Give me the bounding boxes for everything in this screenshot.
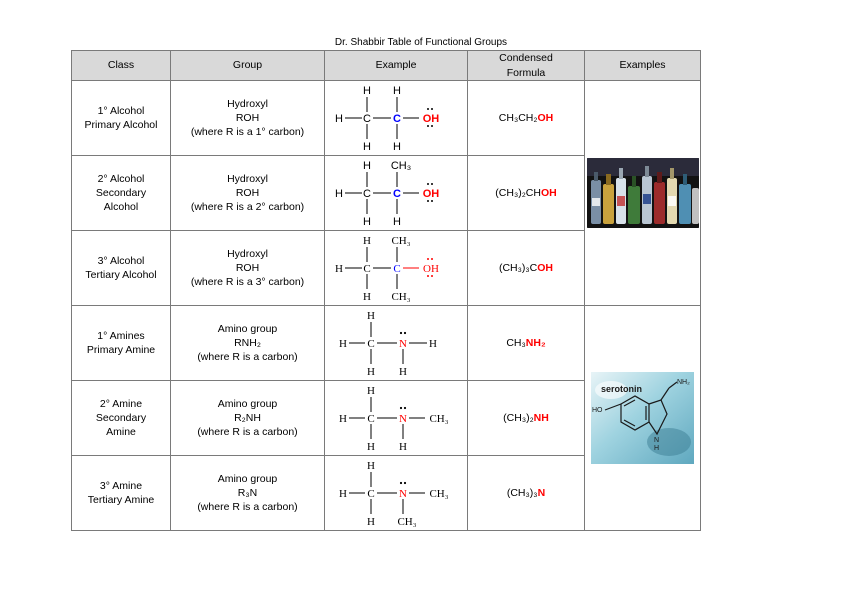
class-line: 1° Alcohol: [97, 104, 145, 117]
trimethylamine-structure: [331, 458, 461, 528]
atom-h: H: [363, 160, 371, 172]
formula-highlight: OH: [540, 186, 557, 199]
atom-oh: OH: [423, 263, 439, 275]
group-formula: R₂NH: [234, 411, 261, 424]
group-formula: ROH: [235, 186, 260, 199]
group-cell: [171, 156, 325, 231]
formula-plain: (CH₃)₂: [503, 411, 534, 424]
group-note: (where R is a carbon): [197, 351, 298, 364]
formula-plain: CH₃CH₂: [498, 111, 538, 124]
class-line: Tertiary Alcohol: [85, 269, 157, 281]
atom-h: H: [393, 85, 401, 97]
atom-c: C: [367, 413, 375, 425]
group-note: (where R is a carbon): [197, 501, 298, 514]
atom-h: H: [335, 188, 343, 200]
atom-h: H: [367, 310, 375, 322]
class-line: 3° Alcohol: [97, 254, 145, 267]
methylamine-structure: [331, 308, 461, 378]
atom-h: H: [367, 516, 375, 528]
atom-h: H: [363, 216, 371, 228]
group-name: Hydroxyl: [227, 172, 268, 185]
class-line: 1° Amines: [97, 329, 145, 342]
atom-h: H: [393, 216, 401, 228]
group-cell: [171, 381, 325, 456]
class-cell: [72, 231, 171, 306]
formula-highlight: OH: [537, 261, 554, 274]
atom-h: H: [367, 385, 375, 397]
serotonin-ho: HO: [592, 407, 603, 414]
isopropanol-structure: [331, 158, 461, 228]
class-line: 2° Amine: [99, 397, 143, 410]
table-row: [72, 306, 701, 381]
atom-h: H: [399, 366, 407, 378]
group-name: Hydroxyl: [227, 247, 268, 260]
group-cell: [171, 231, 325, 306]
formula-plain: (CH₃)₂CH: [495, 186, 541, 199]
atom-ch3: CH₃: [390, 160, 412, 172]
atom-n: N: [399, 488, 407, 500]
condensed-formula-cell: [468, 231, 585, 306]
header-class: Class: [72, 51, 171, 81]
class-cell: [72, 81, 171, 156]
formula-highlight: OH: [537, 111, 554, 124]
atom-ch3: CH₃: [397, 516, 417, 528]
group-note: (where R is a 2° carbon): [190, 201, 305, 214]
condensed-formula-cell: [468, 306, 585, 381]
class-line: Secondary: [95, 186, 147, 199]
atom-h: H: [367, 460, 375, 472]
atom-h: H: [339, 338, 347, 350]
atom-c-alpha: C: [393, 188, 401, 200]
class-line: Alcohol: [103, 201, 139, 214]
group-formula: ROH: [235, 261, 260, 274]
liquor-bottles-image: [587, 158, 699, 228]
atom-h: H: [429, 338, 437, 350]
formula-highlight: N: [537, 486, 546, 499]
bottles-illustration: [587, 158, 699, 228]
header-row: [72, 51, 701, 81]
formula-plain: (CH₃)₃: [506, 486, 538, 499]
condensed-formula-cell: [468, 381, 585, 456]
group-formula: RNH₂: [234, 336, 261, 349]
atom-h: H: [335, 113, 343, 125]
atom-h: H: [339, 413, 347, 425]
group-name: Amino group: [217, 322, 278, 335]
header-condensed-formula: [468, 51, 585, 81]
class-cell: [72, 456, 171, 531]
class-line: Primary Amine: [86, 344, 156, 356]
atom-oh: OH: [422, 188, 440, 200]
class-line: Amine: [106, 426, 136, 439]
group-formula: ROH: [235, 111, 260, 124]
atom-h: H: [367, 441, 375, 453]
atom-h: H: [393, 141, 401, 153]
serotonin-nh2: NH₂: [677, 379, 690, 386]
atom-c-alpha: C: [393, 263, 401, 275]
group-formula: R₃N: [237, 486, 258, 499]
tert-butanol-structure: [331, 233, 461, 303]
group-name: Amino group: [217, 397, 278, 410]
atom-n: N: [399, 413, 407, 425]
class-line: 3° Amine: [99, 479, 143, 492]
atom-c: C: [363, 263, 371, 275]
serotonin-h: H: [654, 445, 660, 452]
formula-highlight: NH: [533, 411, 549, 424]
condensed-formula-cell: [468, 456, 585, 531]
atom-oh: OH: [422, 113, 440, 125]
atom-ch3: CH₃: [429, 488, 449, 500]
atom-h: H: [335, 263, 343, 275]
example-cell: [325, 81, 468, 156]
group-cell: [171, 81, 325, 156]
class-cell: [72, 306, 171, 381]
atom-ch3: CH₃: [429, 413, 449, 425]
group-cell: [171, 456, 325, 531]
formula-highlight: NH₂: [525, 336, 546, 349]
amine-examples-cell: [585, 306, 701, 531]
serotonin-n: N: [654, 437, 660, 444]
serotonin-label: serotonin: [601, 384, 643, 394]
example-cell: [325, 456, 468, 531]
atom-c: C: [363, 188, 371, 200]
group-cell: [171, 306, 325, 381]
condensed-formula-cell: [468, 156, 585, 231]
header-examples: Examples: [585, 51, 701, 81]
atom-h: H: [363, 291, 371, 303]
atom-h: H: [363, 235, 371, 247]
group-note: (where R is a 3° carbon): [190, 276, 305, 289]
alcohol-examples-cell: [585, 81, 701, 306]
class-cell: [72, 156, 171, 231]
atom-h: H: [363, 141, 371, 153]
serotonin-illustration: [591, 372, 694, 464]
class-line: Primary Alcohol: [84, 119, 158, 131]
table-row: [72, 81, 701, 156]
group-note: (where R is a carbon): [197, 426, 298, 439]
atom-ch3: CH₃: [391, 291, 411, 303]
ethanol-structure: [331, 83, 461, 153]
serotonin-image: [591, 372, 694, 464]
header-condensed-line2: Formula: [506, 66, 546, 79]
atom-c-alpha: C: [393, 113, 401, 125]
table-caption: Dr. Shabbir Table of Functional Groups: [334, 37, 508, 48]
example-cell: [325, 156, 468, 231]
header-group: Group: [171, 51, 325, 81]
example-cell: [325, 381, 468, 456]
header-condensed-line1: Condensed: [499, 52, 553, 65]
atom-n: N: [399, 338, 407, 350]
atom-h: H: [339, 488, 347, 500]
atom-c: C: [367, 488, 375, 500]
class-line: Secondary: [95, 411, 147, 424]
class-cell: [72, 381, 171, 456]
example-cell: [325, 231, 468, 306]
dimethylamine-structure: [331, 383, 461, 453]
formula-plain: (CH₃)₃C: [498, 261, 538, 274]
atom-c: C: [367, 338, 375, 350]
condensed-formula-cell: [468, 81, 585, 156]
example-cell: [325, 306, 468, 381]
atom-c: C: [363, 113, 371, 125]
atom-h: H: [367, 366, 375, 378]
group-note: (where R is a 1° carbon): [190, 126, 305, 139]
class-line: Tertiary Amine: [87, 494, 155, 506]
functional-groups-table: [71, 50, 701, 531]
formula-plain: CH₃: [506, 336, 526, 349]
atom-h: H: [399, 441, 407, 453]
header-example: Example: [325, 51, 468, 81]
atom-ch3: CH₃: [391, 235, 411, 247]
atom-h: H: [363, 85, 371, 97]
group-name: Hydroxyl: [227, 97, 268, 110]
group-name: Amino group: [217, 472, 278, 485]
class-line: 2° Alcohol: [97, 172, 145, 185]
